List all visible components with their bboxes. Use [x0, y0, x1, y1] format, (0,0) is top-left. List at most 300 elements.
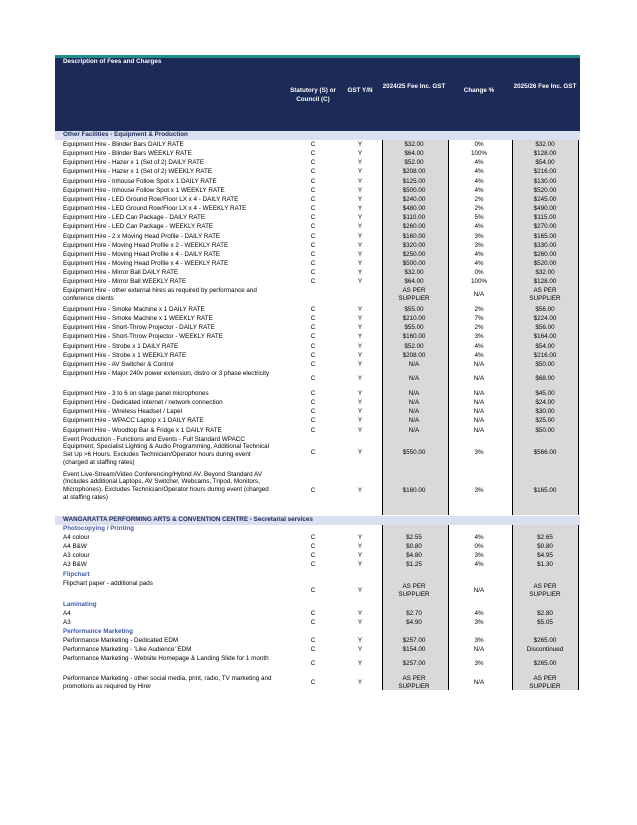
fee-2425-cell: $1.25 — [406, 561, 422, 569]
description-line: Equipment Hire - Smoke Machine x 1 WEEKLY RATE — [63, 315, 213, 323]
gst-cell: Y — [357, 561, 363, 569]
change-cell: N/A — [473, 360, 485, 368]
fee-2425-cell: $500.00 — [402, 259, 426, 267]
description-line: Equipment Hire - 3 to 6 on stage panel microphones — [63, 389, 209, 397]
statutory-cell: C — [310, 399, 316, 407]
fee-2425-cell: $250.00 — [402, 250, 426, 258]
fee-2526-cell: $270.00 — [533, 223, 557, 231]
statutory-cell: C — [310, 534, 316, 541]
table-row — [55, 543, 580, 552]
fee-2526-cell: $30.00 — [535, 408, 555, 416]
col-fee-2425-header: 2024/25 Fee Inc. GST — [382, 83, 446, 90]
fee-2425-cell: $480.00 — [402, 205, 426, 213]
fee-2526-cell: $216.00 — [533, 168, 557, 176]
gst-cell: Y — [357, 636, 363, 644]
fee-2425-cell: $160.00 — [402, 232, 426, 240]
statutory-cell: C — [310, 609, 316, 617]
fee-2425-cell: AS PER — [402, 582, 426, 590]
gst-cell: Y — [357, 679, 363, 687]
description-line: Event Live-Stream/Video Conferencing/Hybrid AV. Beyond Standard AV — [63, 470, 262, 478]
change-cell: 4% — [474, 351, 484, 359]
description-line: Equipment Hire - Inhouse Follow Spot x 1 WEEKLY RATE — [63, 186, 225, 194]
row-description — [63, 168, 288, 176]
change-cell: 0% — [474, 543, 484, 551]
description-line: Equipment Hire - Woodtop Bar & Fridge x 1 DAILY RATE — [63, 426, 222, 434]
fee-2526-cell: $45.00 — [535, 389, 555, 397]
table-row — [55, 278, 580, 287]
statutory-cell: C — [310, 278, 316, 286]
statutory-cell: C — [310, 389, 316, 397]
fee-2526-cell: SUPPLIER — [529, 683, 561, 691]
change-cell: 2% — [474, 305, 484, 313]
description-line: A3 — [63, 618, 71, 626]
row-description — [63, 655, 288, 663]
row-description — [63, 278, 288, 286]
statutory-cell: C — [310, 486, 316, 494]
statutory-cell: C — [310, 679, 316, 687]
row-description — [63, 580, 288, 588]
table-row — [55, 251, 580, 260]
fee-2425-cell: $2.70 — [406, 609, 422, 617]
fee-2425-cell: N/A — [408, 399, 420, 407]
fee-2526-cell: $128.00 — [533, 278, 557, 286]
fee-2526-cell: $50.00 — [535, 360, 555, 368]
fee-2526-cell: $164.00 — [533, 333, 557, 341]
gst-cell: Y — [357, 205, 363, 213]
gst-cell: Y — [357, 150, 363, 158]
table-row — [55, 390, 580, 399]
table-row — [55, 675, 580, 692]
fee-2425-cell: N/A — [408, 360, 420, 368]
table-row — [55, 324, 580, 333]
table-row — [55, 646, 580, 655]
description-line: Equipment Hire - WPACC Laptop x 1 DAILY RATE — [63, 417, 204, 425]
col-statutory-header: Statutory (S) or Council (C) — [290, 87, 336, 103]
description-line: Performance Marketing - Dedicated EDM — [63, 636, 179, 644]
statutory-cell: C — [310, 408, 316, 416]
fee-2526-cell: $0.80 — [537, 543, 553, 551]
table-row — [55, 159, 580, 168]
description-line: Flipchart paper - additional pads — [63, 579, 153, 587]
gst-cell: Y — [357, 399, 363, 407]
change-cell: 4% — [474, 223, 484, 231]
statutory-cell: C — [310, 543, 316, 551]
statutory-cell: C — [310, 305, 316, 313]
fee-2526-cell: $128.00 — [533, 150, 557, 158]
description-line: Equipment Hire - Strobe x 1 WEEKLY RATE — [63, 351, 187, 359]
gst-cell: Y — [357, 305, 363, 313]
change-cell: 100% — [470, 150, 488, 158]
row-description — [63, 534, 288, 542]
row-description — [63, 187, 288, 195]
fee-2526-cell: $490.00 — [533, 205, 557, 213]
table-row — [55, 436, 580, 470]
row-description — [63, 417, 288, 425]
statutory-cell: C — [310, 259, 316, 267]
description-line: Equipment Hire - Moving Head Profile x 2 - WEEKLY RATE — [63, 241, 229, 249]
fee-2526-cell: $260.00 — [533, 250, 557, 258]
gst-cell: Y — [357, 333, 363, 341]
gst-cell: Y — [357, 259, 363, 267]
table-row — [55, 361, 580, 370]
gst-cell: Y — [357, 543, 363, 551]
table-row — [55, 315, 580, 324]
gst-cell: Y — [357, 186, 363, 194]
description-line: Equipment Hire - AV Switcher & Control — [63, 360, 174, 368]
fee-2526-cell: $265.00 — [533, 636, 557, 644]
fee-2425-cell: $32.00 — [404, 269, 424, 277]
fee-2526-cell: AS PER — [533, 675, 557, 683]
description-line: A4 — [63, 609, 71, 617]
change-cell: 3% — [474, 333, 484, 341]
statutory-cell: C — [310, 223, 316, 231]
description-line: Equipment Hire - 2 x Moving Head Profile - DAILY RATE — [63, 232, 221, 240]
fee-2526-cell: $56.00 — [535, 305, 555, 313]
change-cell: 3% — [474, 660, 484, 668]
gst-cell: Y — [357, 534, 363, 541]
fee-2526-cell: $32.00 — [535, 141, 555, 148]
row-description — [63, 408, 288, 416]
description-line: Equipment Hire - Moving Head Profile x 4 - DAILY RATE — [63, 250, 221, 258]
gst-cell: Y — [357, 342, 363, 350]
col-gst-header: GST Y/N — [347, 87, 373, 94]
description-line: Equipment Hire - Blinder Bars WEEKLY RATE — [63, 150, 192, 158]
gst-cell: Y — [357, 609, 363, 617]
fee-2425-cell: SUPPLIER — [398, 295, 430, 303]
table-row — [55, 352, 580, 361]
fee-2526-cell: $25.00 — [535, 417, 555, 425]
row-description — [63, 610, 288, 618]
fee-2425-cell: $160.00 — [402, 486, 426, 494]
row-description — [63, 196, 288, 204]
description-line: Equipment, Specialist Lighting & Audio Programming, Additional Technical — [63, 443, 270, 451]
gst-cell: Y — [357, 250, 363, 258]
row-description — [63, 370, 288, 378]
row-description — [63, 343, 288, 351]
change-cell: 7% — [474, 315, 484, 323]
statutory-cell: C — [310, 342, 316, 350]
section-header-secretarial — [55, 516, 580, 525]
table-row — [55, 196, 580, 205]
table-row — [55, 427, 580, 436]
row-description — [63, 399, 288, 407]
fee-2526-cell: AS PER — [533, 287, 557, 295]
statutory-cell: C — [310, 552, 316, 560]
change-cell: N/A — [473, 291, 485, 299]
fee-2526-cell: $566.00 — [533, 448, 557, 456]
description-line: Equipment Hire - LED Ground Row/Floor LX x 4 - WEEKLY RATE — [63, 205, 247, 213]
table-row — [55, 287, 580, 305]
table-row — [55, 399, 580, 408]
table-row — [55, 168, 580, 177]
statutory-cell: C — [310, 448, 316, 456]
col-fee-2526-header: 2025/26 Fee Inc. GST — [513, 83, 577, 90]
row-description — [63, 333, 288, 341]
description-line: Equipment Hire - Mirror Ball WEEKLY RATE — [63, 278, 187, 286]
row-description — [63, 150, 288, 158]
table-row — [55, 178, 580, 187]
gst-cell: Y — [357, 223, 363, 231]
description-line: Event Production - Functions and Events - Full Standard WPACC — [63, 435, 245, 443]
fee-2526-cell: $68.00 — [535, 374, 555, 382]
gst-cell: Y — [357, 586, 363, 594]
statutory-cell: C — [310, 269, 316, 277]
fee-2425-cell: $0.80 — [406, 543, 422, 551]
change-cell: 4% — [474, 259, 484, 267]
description-line: Performance Marketing - Website Homepage & Landing Slide for 1 month — [63, 655, 269, 663]
change-cell: 4% — [474, 159, 484, 167]
change-cell: 3% — [474, 241, 484, 249]
statutory-cell: C — [310, 241, 316, 249]
gst-cell: Y — [357, 389, 363, 397]
row-description — [63, 306, 288, 314]
table-row — [55, 655, 580, 672]
statutory-cell: C — [310, 177, 316, 185]
statutory-cell: C — [310, 186, 316, 194]
fee-2425-cell: $4.80 — [406, 552, 422, 560]
col-change-header: Change % — [463, 87, 495, 94]
row-description — [63, 324, 288, 332]
table-row — [55, 408, 580, 417]
statutory-cell: C — [310, 205, 316, 213]
change-cell: 2% — [474, 324, 484, 332]
fee-2526-cell: $2.80 — [537, 609, 553, 617]
row-description — [63, 214, 288, 222]
table-row — [55, 223, 580, 232]
change-cell: 4% — [474, 186, 484, 194]
fee-2526-cell: $50.00 — [535, 426, 555, 434]
fee-2526-cell: $5.05 — [537, 618, 553, 626]
row-description — [63, 427, 288, 435]
description-line: Equipment Hire - Mirror Ball DAILY RATE — [63, 269, 179, 277]
gst-cell: Y — [357, 315, 363, 323]
row-description — [63, 141, 288, 149]
fee-2425-cell: $2.55 — [406, 534, 422, 541]
change-cell: 5% — [474, 214, 484, 222]
gst-cell: Y — [357, 278, 363, 286]
fee-2526-cell: $165.00 — [533, 232, 557, 240]
change-cell: 4% — [474, 342, 484, 350]
fee-2526-cell: $245.00 — [533, 195, 557, 203]
change-cell: 4% — [474, 177, 484, 185]
row-description — [63, 251, 288, 259]
fee-2425-cell: N/A — [408, 374, 420, 382]
description-line: A4 B&W — [63, 543, 87, 551]
change-cell: 4% — [474, 250, 484, 258]
subsection-laminating: Laminating — [63, 600, 97, 608]
row-description — [63, 269, 288, 277]
fee-2425-cell: $320.00 — [402, 241, 426, 249]
fee-2526-cell: $54.00 — [535, 342, 555, 350]
gst-cell: Y — [357, 324, 363, 332]
row-description — [63, 233, 288, 241]
fee-2425-cell: $160.00 — [402, 333, 426, 341]
gst-cell: Y — [357, 660, 363, 668]
table-row — [55, 552, 580, 561]
fee-2425-cell: $52.00 — [404, 159, 424, 167]
fee-2425-cell: $64.00 — [404, 150, 424, 158]
statutory-cell: C — [310, 159, 316, 167]
gst-cell: Y — [357, 195, 363, 203]
table-row — [55, 150, 580, 159]
row-description — [63, 637, 288, 645]
row-description — [63, 242, 288, 250]
description-line: Equipment Hire - Wireless Headset / Lapel — [63, 408, 182, 416]
statutory-cell: C — [310, 660, 316, 668]
statutory-cell: C — [310, 374, 316, 382]
subsection-flipchart: Flipchart — [63, 570, 90, 578]
change-cell: 3% — [474, 448, 484, 456]
fee-2425-cell: $240.00 — [402, 195, 426, 203]
fee-2425-cell: SUPPLIER — [398, 683, 430, 691]
row-description — [63, 471, 288, 502]
fee-2425-cell: $64.00 — [404, 278, 424, 286]
statutory-cell: C — [310, 426, 316, 434]
fee-2526-cell: $54.00 — [535, 159, 555, 167]
statutory-cell: C — [310, 333, 316, 341]
fee-2425-cell: AS PER — [402, 675, 426, 683]
fee-2425-cell: $52.00 — [404, 342, 424, 350]
fee-2425-cell: $32.00 — [404, 141, 424, 148]
change-cell: N/A — [473, 426, 485, 434]
description-line: Equipment Hire - other external hires as required by performance and — [63, 287, 257, 295]
fee-2526-cell: $1.30 — [537, 561, 553, 569]
fee-2425-cell: AS PER — [402, 287, 426, 295]
description-line: Equipment Hire - LED Ground Row/Floor LX x 4 - DAILY RATE — [63, 195, 239, 203]
gst-cell: Y — [357, 448, 363, 456]
fee-2425-cell: $110.00 — [402, 214, 426, 222]
statutory-cell: C — [310, 417, 316, 425]
change-cell: N/A — [473, 374, 485, 382]
description-line: A3 colour — [63, 552, 90, 560]
row-description — [63, 619, 288, 627]
statutory-cell: C — [310, 150, 316, 158]
table-row — [55, 141, 580, 150]
change-cell: 0% — [474, 141, 484, 148]
table-row — [55, 580, 580, 598]
table-row — [55, 471, 580, 505]
description-line: Equipment Hire - LED Can Package - DAILY RATE — [63, 214, 206, 222]
gst-cell: Y — [357, 374, 363, 382]
gst-cell: Y — [357, 486, 363, 494]
change-cell: N/A — [473, 399, 485, 407]
section-title: Other Facilities - Equipment & Production — [63, 131, 188, 138]
fee-2526-cell: $2.65 — [537, 534, 553, 541]
description-line: Equipment Hire - Short-Throw Projector - DAILY RATE — [63, 324, 215, 332]
fee-2425-cell: $125.00 — [402, 177, 426, 185]
description-line: Equipment Hire - Short-Throw Projector - WEEKLY RATE — [63, 333, 223, 341]
description-line: Equipment Hire - Hazer x 1 (Set of 2) WEEKLY RATE — [63, 168, 213, 176]
gst-cell: Y — [357, 159, 363, 167]
table-row — [55, 306, 580, 315]
fee-2425-cell: $257.00 — [402, 660, 426, 668]
description-line: (Includes additional Laptops, AV Switcher, Webcams, Tripod, Monitors, — [63, 478, 260, 486]
fee-2425-cell: $55.00 — [404, 324, 424, 332]
description-line: Set Up >6 Hours. Excludes Technician/Operator hours during event — [63, 451, 251, 459]
statutory-cell: C — [310, 214, 316, 222]
gst-cell: Y — [357, 232, 363, 240]
description-line: at staffing rates) — [63, 494, 109, 502]
gst-cell: Y — [357, 360, 363, 368]
statutory-cell: C — [310, 315, 316, 323]
fee-2526-cell: $224.00 — [533, 315, 557, 323]
table-row — [55, 370, 580, 388]
table-row — [55, 187, 580, 196]
fee-2526-cell: SUPPLIER — [529, 590, 561, 598]
statutory-cell: C — [310, 561, 316, 569]
change-cell: 4% — [474, 168, 484, 176]
gst-cell: Y — [357, 269, 363, 277]
change-cell: 2% — [474, 205, 484, 213]
gst-cell: Y — [357, 618, 363, 626]
description-line: Equipment Hire - Smoke Machine x 1 DAILY RATE — [63, 305, 205, 313]
fee-2425-cell: N/A — [408, 426, 420, 434]
row-description — [63, 543, 288, 551]
fee-2526-cell: $330.00 — [533, 241, 557, 249]
table-row — [55, 619, 580, 628]
statutory-cell: C — [310, 636, 316, 644]
table-row — [55, 610, 580, 619]
change-cell: N/A — [473, 586, 485, 594]
fee-2425-cell: SUPPLIER — [398, 590, 430, 598]
gst-cell: Y — [357, 351, 363, 359]
description-line: Equipment Hire - Moving Head Profile x 4 - WEEKLY RATE — [63, 259, 229, 267]
description-line: Equipment Hire - Inhouse Follow Spot x 1 DAILY RATE — [63, 177, 217, 185]
fee-2526-cell: $56.00 — [535, 324, 555, 332]
statutory-cell: C — [310, 324, 316, 332]
description-line: (charged at staffing rates) — [63, 459, 135, 467]
fee-2526-cell: $216.00 — [533, 351, 557, 359]
fee-2425-cell: N/A — [408, 417, 420, 425]
fee-2526-cell: $520.00 — [533, 259, 557, 267]
fee-2425-cell: $208.00 — [402, 351, 426, 359]
fee-2425-cell: $55.00 — [404, 305, 424, 313]
table-row — [55, 637, 580, 646]
change-cell: 100% — [470, 278, 488, 286]
row-description — [63, 287, 288, 303]
statutory-cell: C — [310, 195, 316, 203]
gst-cell: Y — [357, 646, 363, 654]
row-description — [63, 675, 288, 691]
gst-cell: Y — [357, 408, 363, 416]
change-cell: 3% — [474, 232, 484, 240]
description-line: Microphones). Excludes Technician/Operator hours during event (charged — [63, 486, 269, 494]
row-description — [63, 436, 288, 467]
section-header-equipment — [55, 131, 580, 140]
fee-2526-cell: $520.00 — [533, 186, 557, 194]
gst-cell: Y — [357, 214, 363, 222]
fee-2425-cell: $208.00 — [402, 168, 426, 176]
fee-2526-cell: AS PER — [533, 582, 557, 590]
subsection-performance-marketing: Performance Marketing — [63, 627, 133, 635]
statutory-cell: C — [310, 351, 316, 359]
fee-2526-cell: $32.00 — [535, 269, 555, 277]
fee-2425-cell: N/A — [408, 408, 420, 416]
fee-2425-cell: $4.90 — [406, 618, 422, 626]
table-row — [55, 233, 580, 242]
fee-2425-cell: $260.00 — [402, 223, 426, 231]
fee-2425-cell: $257.00 — [402, 636, 426, 644]
table-row — [55, 242, 580, 251]
fee-2526-cell: $165.00 — [533, 486, 557, 494]
row-description — [63, 315, 288, 323]
description-line: Equipment Hire - Dedicated internet / network connection — [63, 399, 223, 407]
change-cell: 4% — [474, 561, 484, 569]
gst-cell: Y — [357, 177, 363, 185]
table-row — [55, 417, 580, 426]
gst-cell: Y — [357, 141, 363, 148]
row-description — [63, 390, 288, 398]
